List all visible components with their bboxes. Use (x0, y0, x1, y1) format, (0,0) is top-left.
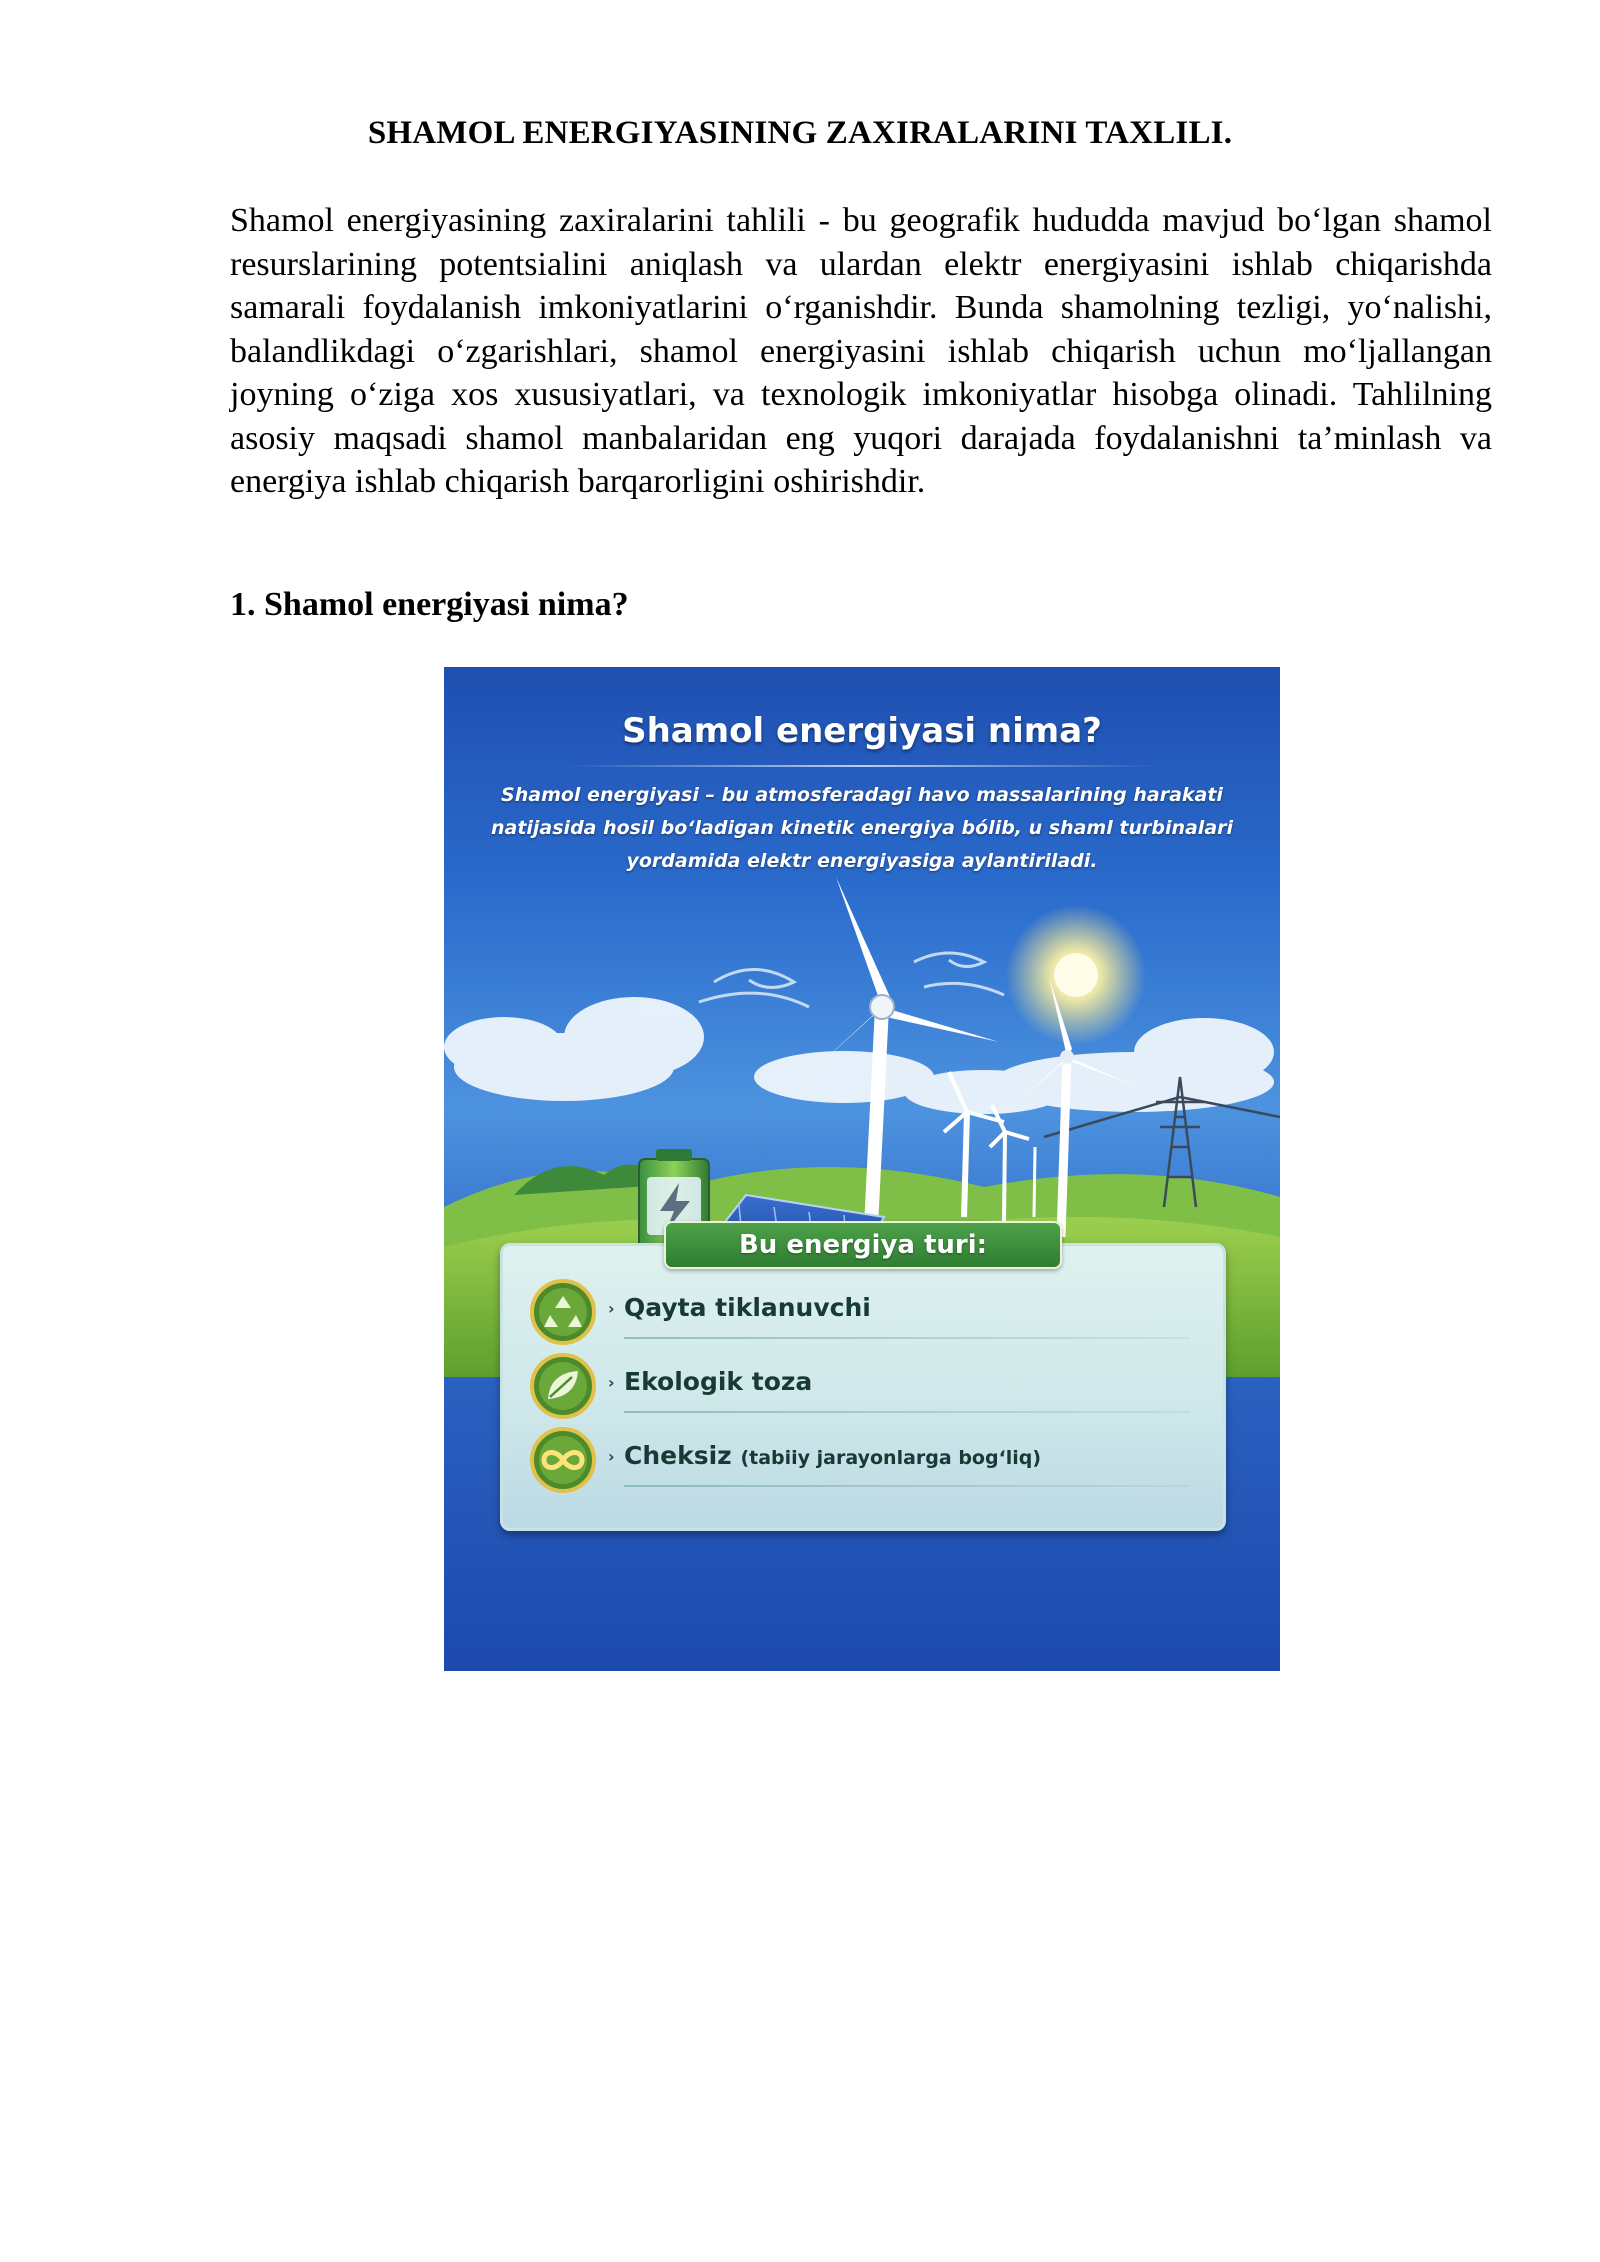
intro-paragraph: Shamol energiyasining zaxiralarini tahlili - bu geografik hududda mavjud bo‘lgan shamol resurslarining potentsialini aniqlash va ulardan elektr energiyasini ishlab chiqarishda samarali foydalanish imkoniyatlarini o‘rganishdir. Bunda shamolning tezligi, yo‘nalishi, balandlikdagi o‘zgarishlari, shamol energiyasini ishlab chiqarish uchun mo‘ljallangan joyning o‘ziga xos xususiyatlari, va texnologik imkoniyatlar hisobga olinadi. Tahlilning asosiy maqsadi shamol manbalaridan eng yuqori darajada foydalanishni ta’minlash va energiya ishlab chiqarish barqarorligini oshirishdir. (230, 202, 1492, 500)
type-divider (624, 1337, 1190, 1339)
type-label-text: Cheksiz (624, 1441, 732, 1470)
type-label: Ekologik toza (624, 1367, 813, 1396)
type-arrow: › (608, 1299, 615, 1318)
type-arrow: › (608, 1373, 615, 1392)
infographic-description: Shamol energiyasi – bu atmosferadagi havo massalarining harakati natijasida hosil bo‘ladigan kinetik energiya bólib, u shaml turbinalari yordamida elektr energiyasiga aylantiriladi. (490, 784, 1234, 872)
cloud-icon (444, 997, 1274, 1114)
leaf-icon (530, 1353, 596, 1419)
page-title: SHAMOL ENERGIYASINING ZAXIRALARINI TAXLILI. (367, 115, 1233, 151)
recycle-icon (530, 1279, 596, 1345)
infographic-title: Shamol energiyasi nima? (622, 711, 1102, 751)
type-divider (624, 1411, 1190, 1413)
section-heading: 1. Shamol energiyasi nima? (230, 586, 629, 623)
type-label (624, 1441, 1041, 1470)
type-note: (tabiiy jarayonlarga bog‘liq) (740, 1447, 1042, 1469)
type-arrow: › (608, 1447, 615, 1466)
type-item-ecological (530, 1353, 1190, 1419)
type-item-renewable (530, 1279, 1190, 1345)
infographic-title-rule (564, 765, 1160, 767)
type-item-infinite (530, 1427, 1190, 1493)
infinity-icon (530, 1427, 596, 1493)
wind-swirl-icon (699, 953, 1004, 1007)
infographic-image (444, 667, 1280, 1671)
energy-types-header: Bu energiya turi: (664, 1221, 1062, 1269)
type-label: Qayta tiklanuvchi (624, 1293, 871, 1322)
type-divider (624, 1485, 1190, 1487)
